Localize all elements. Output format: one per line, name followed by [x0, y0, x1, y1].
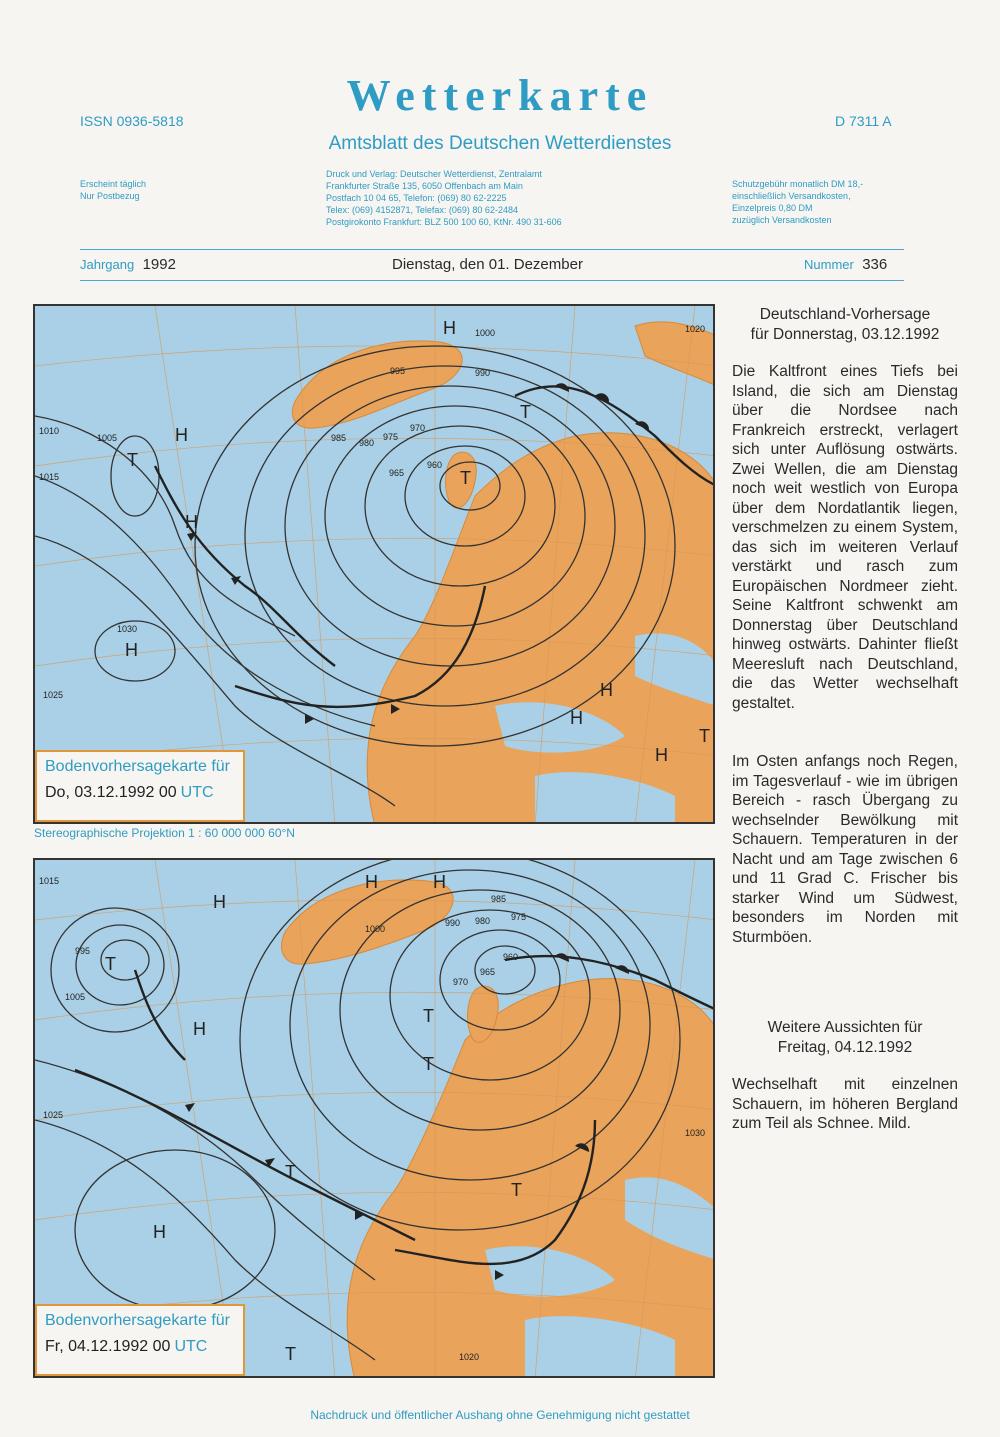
pressure-center: H — [443, 318, 456, 338]
isobar-label: 985 — [491, 894, 507, 904]
outlook-text: Wechselhaft mit einzelnen Schauern, im höheren Bergland zum Teil als Schnee. Mild. — [732, 1076, 958, 1132]
pressure-center: H — [570, 708, 583, 728]
isobar-label: 1025 — [43, 690, 64, 700]
isobar-label: 960 — [503, 952, 519, 962]
publication-note: Erscheint täglich Nur Postbezug — [80, 179, 147, 201]
pressure-center: H — [185, 512, 198, 532]
isobar-label: 1000 — [365, 924, 386, 934]
isobar-label: 990 — [445, 918, 461, 928]
pressure-center: H — [365, 872, 378, 892]
isobar-label: 990 — [475, 368, 491, 378]
issue-date: Dienstag, den 01. Dezember — [392, 256, 583, 273]
pressure-center: H — [213, 892, 226, 912]
isobar-label: 960 — [427, 460, 443, 470]
map-caption — [35, 1304, 245, 1376]
masthead-title: Wetterkarte — [346, 71, 654, 120]
isobar-label: 1030 — [117, 624, 138, 634]
map-graphic — [35, 306, 715, 824]
pressure-center: T — [285, 1344, 296, 1364]
pressure-center: H — [433, 872, 446, 892]
publisher-info: Druck und Verlag: Deutscher Wetterdienst, Zentralamt Frankfurter Straße 135, 6050 Offenbach am Main Postfach 10 04 65, Telefon: (069) 80 62-2225 Telex: (069) 4152871, Telefax: (069) 80 62-2484 Postgirokonto Frankfurt: BLZ 500 100 60, KtNr. 490 31-606 — [326, 169, 562, 227]
rule-top — [80, 249, 904, 250]
volume: Jahrgang 1992 — [80, 256, 176, 273]
caption-title: Bodenvorhersagekarte für — [45, 1312, 230, 1329]
forecast-title: Deutschland-Vorhersage für Donnerstag, 03.12.1992 — [750, 306, 940, 343]
isobar-label: 970 — [453, 977, 469, 987]
isobar-label: 965 — [480, 967, 496, 977]
isobar-label: 970 — [410, 423, 426, 433]
pressure-center: T — [699, 726, 710, 746]
caption-date: Fr, 04.12.1992 00 UTC — [45, 1338, 208, 1355]
forecast-paragraph-2: Im Osten anfangs noch Regen, im Tagesverlauf - wie im übrigen Bereich - rasch Übergang zu wechselnder Bewölkung mit Schauern. Temperaturen in der Nacht und am Tage zwischen 6 und 11 Grad C. Frischer bis starker Wind um Südwest, besonders im Norden mit Sturmböen. — [732, 753, 958, 946]
pressure-center: H — [655, 745, 668, 765]
pressure-center: H — [153, 1222, 166, 1242]
pressure-center: T — [520, 402, 531, 422]
isobar-label: 1025 — [43, 1110, 64, 1120]
postal-code: D 7311 A — [835, 113, 892, 129]
isobar-label: 1015 — [39, 472, 60, 482]
caption-date: Do, 03.12.1992 00 UTC — [45, 784, 214, 801]
issn: ISSN 0936-5818 — [80, 113, 184, 129]
isobar-label: 1005 — [65, 992, 86, 1002]
projection-note: Stereographische Projektion 1 : 60 000 000 60°N — [34, 826, 295, 840]
isobar-label: 980 — [475, 916, 491, 926]
isobar-label: 1000 — [475, 328, 496, 338]
issue-number: Nummer 336 — [804, 256, 888, 273]
pressure-center: T — [285, 1162, 296, 1182]
caption-title: Bodenvorhersagekarte für — [45, 758, 230, 775]
pressure-center: H — [175, 425, 188, 445]
weather-map-friday — [33, 858, 715, 1378]
outlook-title: Weitere Aussichten für Freitag, 04.12.1992 — [767, 1019, 923, 1056]
map-caption — [35, 750, 245, 822]
isobar-label: 1020 — [459, 1352, 480, 1362]
isobar-label: 1030 — [685, 1128, 706, 1138]
pressure-center: T — [423, 1006, 434, 1026]
pressure-center: H — [600, 680, 613, 700]
pressure-center: H — [125, 640, 138, 660]
pressure-center: T — [127, 450, 138, 470]
masthead-subtitle: Amtsblatt des Deutschen Wetterdienstes — [328, 133, 672, 154]
isobar-label: 995 — [390, 366, 406, 376]
weather-map-thursday — [33, 304, 715, 824]
map-graphic — [35, 860, 715, 1378]
footer-note: Nachdruck und öffentlicher Aushang ohne Genehmigung nicht gestattet — [310, 1408, 690, 1422]
pressure-center: T — [460, 468, 471, 488]
isobar-label: 1005 — [97, 433, 118, 443]
isobar-label: 980 — [359, 438, 375, 448]
isobar-label: 1015 — [39, 876, 60, 886]
forecast-paragraph-1: Die Kaltfront eines Tiefs bei Island, die sich am Dienstag über die Nordsee nach Frankreich erstreckt, verlagert sich unter Auflösung ostwärts. Zwei Wellen, die am Dienstag noch weit westlich von Europa über dem Nordatlantik liegen, verschmelzen zu einem System, das sich im weiteren Verlauf verstärkt und rasch zum Europäischen Nordmeer zieht. Seine Kaltfront schwenkt am Donnerstag über Deutschland hinweg ostwärts. Dahinter fließt Meeresluft nach Deutschland, die das Wetter wechselhaft gestaltet. — [732, 363, 958, 712]
fee-info: Schutzgebühr monatlich DM 18,- einschließlich Versandkosten, Einzelpreis 0,80 DM zuzüglich Versandkosten — [732, 179, 864, 225]
isobar-label: 975 — [511, 912, 527, 922]
pressure-center: H — [193, 1019, 206, 1039]
isobar-label: 1020 — [685, 324, 706, 334]
isobar-label: 995 — [75, 946, 91, 956]
pressure-center: T — [105, 954, 116, 974]
isobar-label: 985 — [331, 433, 347, 443]
pressure-center: T — [423, 1054, 434, 1074]
isobar-label: 975 — [383, 432, 399, 442]
isobar-label: 1010 — [39, 426, 60, 436]
pressure-center: T — [511, 1180, 522, 1200]
rule-bottom — [80, 280, 904, 281]
isobar-label: 965 — [389, 468, 405, 478]
